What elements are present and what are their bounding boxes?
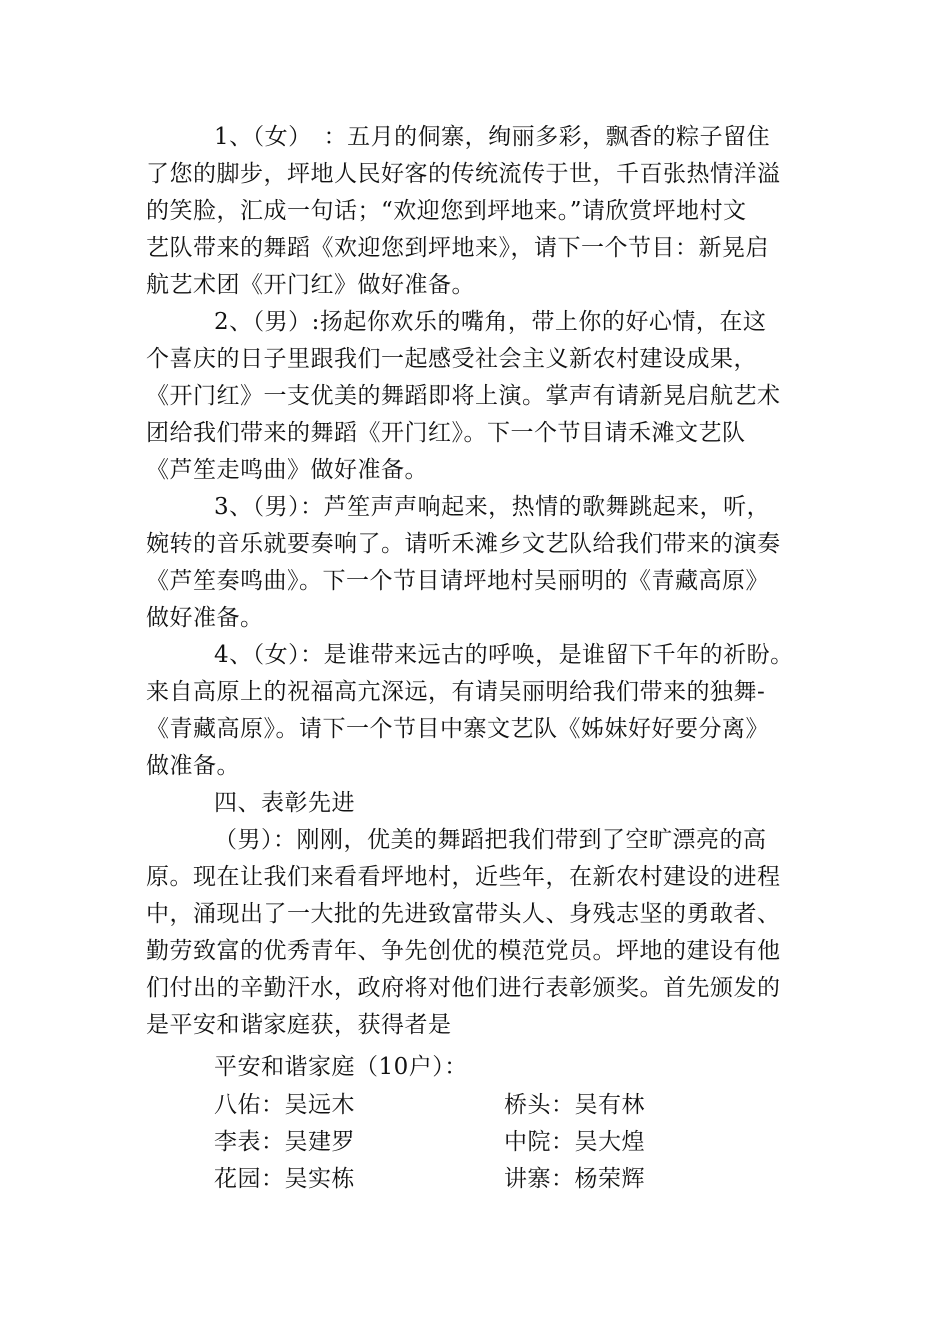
paragraph-4-line-1: 4、（女）：是谁带来远古的呼唤，是谁留下千年的祈盼。	[214, 642, 794, 668]
paragraph-5-line-1: （男）：刚刚，优美的舞蹈把我们带到了空旷漂亮的高	[214, 827, 767, 853]
paragraph-5-line-2: 原。现在让我们来看看坪地村，近些年，在新农村建设的进程	[146, 864, 781, 890]
paragraph-3-line-4: 做好准备。	[146, 605, 264, 631]
award-entry-left: 八佑：吴远木	[214, 1092, 355, 1118]
paragraph-1-line-3: 的笑脸，汇成一句话；“欢迎您到坪地来。”请欣赏坪地村文	[146, 198, 747, 224]
paragraph-4-line-2: 来自高原上的祝福高亢深远，有请吴丽明给我们带来的独舞-	[146, 679, 766, 705]
award-entry-left: 花园：吴实栋	[214, 1166, 355, 1192]
paragraph-1-line-1: 1、（女） ：五月的侗寨，绚丽多彩，飘香的粽子留住	[214, 124, 771, 150]
paragraph-2-line-1: 2、（男）:扬起你欢乐的嘴角，带上你的好心情，在这	[214, 309, 767, 335]
paragraph-2-line-3: 《开门红》一支优美的舞蹈即将上演。掌声有请新晃启航艺术	[146, 383, 781, 409]
paragraph-5-line-6: 是平安和谐家庭获，获得者是	[146, 1012, 452, 1038]
paragraph-4-line-3: 《青藏高原》。请下一个节目中寨文艺队《姊妹好好要分离》	[146, 716, 769, 742]
section-heading: 四、表彰先进	[214, 790, 355, 816]
award-entry-left: 李表：吴建罗	[214, 1129, 355, 1155]
paragraph-3-line-2: 婉转的音乐就要奏响了。请听禾滩乡文艺队给我们带来的演奏	[146, 531, 781, 557]
paragraph-1-line-2: 了您的脚步，坪地人民好客的传统流传于世，千百张热情洋溢	[146, 161, 781, 187]
award-entry-right: 讲寨：杨荣辉	[504, 1166, 645, 1192]
award-entry-right: 桥头：吴有林	[504, 1092, 645, 1118]
paragraph-5-line-5: 们付出的辛勤汗水，政府将对他们进行表彰颁奖。首先颁发的	[146, 975, 781, 1001]
paragraph-2-line-4: 团给我们带来的舞蹈《开门红》。下一个节目请禾滩文艺队	[146, 420, 746, 446]
award-heading: 平安和谐家庭（10户）：	[214, 1054, 468, 1080]
paragraph-3-line-3: 《芦笙奏鸣曲》。下一个节目请坪地村吴丽明的《青藏高原》	[146, 568, 769, 594]
paragraph-2-line-5: 《芦笙走鸣曲》做好准备。	[146, 457, 428, 483]
award-entry-right: 中院：吴大煌	[504, 1129, 645, 1155]
paragraph-1-line-5: 航艺术团《开门红》做好准备。	[146, 272, 475, 298]
paragraph-1-line-4: 艺队带来的舞蹈《欢迎您到坪地来》，请下一个节目：新晃启	[146, 235, 769, 261]
paragraph-5-line-3: 中，涌现出了一大批的先进致富带头人、身残志坚的勇敢者、	[146, 901, 781, 927]
paragraph-3-line-1: 3、（男）：芦笙声声响起来，热情的歌舞跳起来，听，	[214, 494, 771, 520]
paragraph-5-line-4: 勤劳致富的优秀青年、争先创优的模范党员。坪地的建设有他	[146, 938, 781, 964]
paragraph-2-line-2: 个喜庆的日子里跟我们一起感受社会主义新农村建设成果，	[146, 346, 757, 372]
paragraph-4-line-4: 做准备。	[146, 753, 240, 779]
